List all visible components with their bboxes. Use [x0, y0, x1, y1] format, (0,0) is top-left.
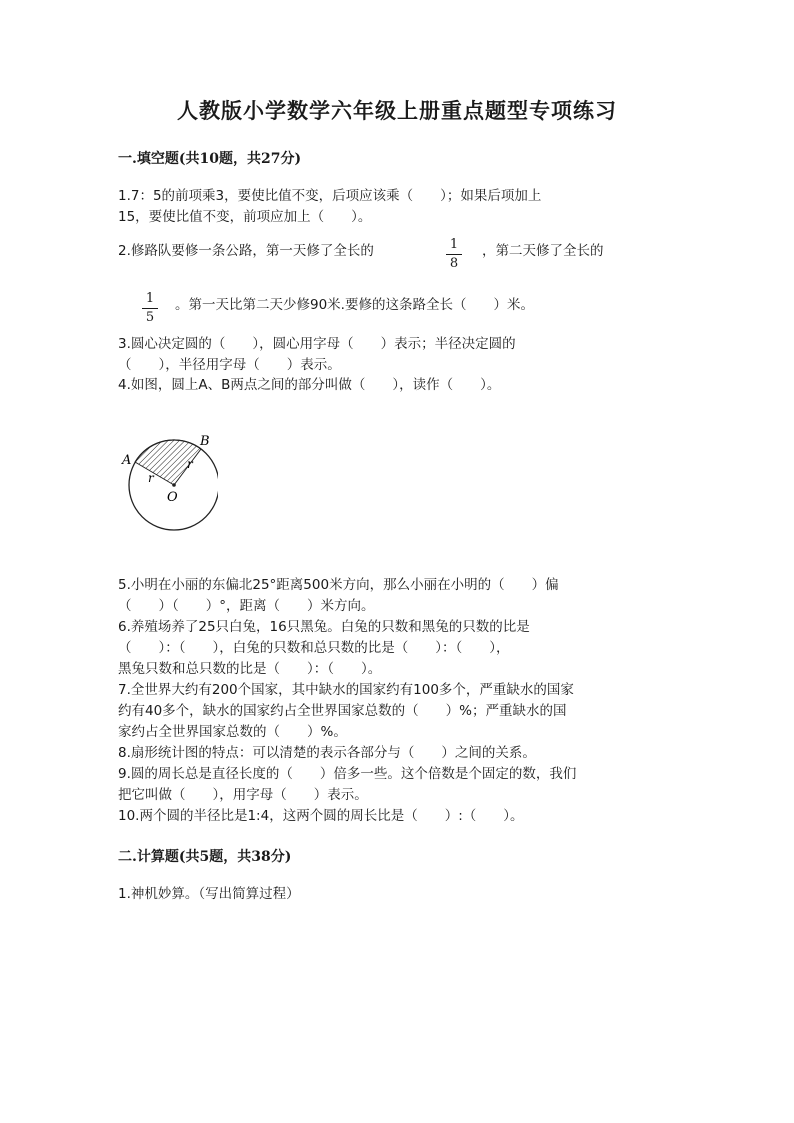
fraction-numerator: 1 — [449, 237, 459, 252]
circle-diagram — [118, 428, 218, 538]
question-7-line-2: 约有40多个，缺水的国家约占全世界国家总数的（ ）%；严重缺水的国 — [118, 703, 567, 719]
fraction-bar — [446, 254, 462, 255]
question-9-line-1: 9.圆的周长总是直径长度的（ ）倍多一些。这个倍数是个固定的数，我们 — [118, 766, 577, 782]
question-7-line-1: 7.全世界大约有200个国家，其中缺水的国家约有100多个，严重缺水的国家 — [118, 682, 574, 698]
question-6-line-3: 黑兔只数和总只数的比是（ ）：（ ）。 — [118, 661, 382, 677]
question-1-line-1: 1.7：5的前项乘3，要使比值不变，后项应该乘（ ）；如果后项加上 — [118, 188, 542, 204]
question-7-line-3: 家约占全世界国家总数的（ ）%。 — [118, 724, 347, 740]
section-heading-fill-in: 一.填空题(共10题，共27分) — [118, 151, 302, 167]
section-heading-calculation: 二.计算题(共5题，共38分) — [118, 849, 292, 865]
question-3-line-2: （ ），半径用字母（ ）表示。 — [118, 357, 341, 373]
question-2-text-b: ，第二天修了全长的 — [482, 243, 604, 259]
fraction-one-fifth — [142, 291, 158, 326]
circle-sector-figure — [118, 428, 218, 538]
fraction-denominator: 8 — [449, 256, 459, 271]
fraction-one-eighth — [446, 237, 462, 272]
question-4-line-1: 4.如图，圆上A、B两点之间的部分叫做（ ），读作（ ）。 — [118, 377, 501, 393]
fraction-denominator: 5 — [145, 310, 155, 325]
question-5-line-1: 5.小明在小丽的东偏北25°距离500米方向，那么小丽在小明的（ ）偏 — [118, 577, 559, 593]
calc-question-1: 1.神机妙算。（写出简算过程） — [118, 886, 300, 902]
center-point — [172, 483, 176, 487]
label-point-b: B — [200, 434, 210, 449]
label-radius-2: r — [187, 457, 193, 471]
question-2-text-a: 2.修路队要修一条公路，第一天修了全长的 — [118, 243, 374, 259]
label-radius-1: r — [148, 471, 154, 485]
fraction-numerator: 1 — [145, 291, 155, 306]
page-title: 人教版小学数学六年级上册重点题型专项练习 — [177, 98, 617, 123]
label-center-o: O — [167, 490, 178, 505]
question-5-line-2: （ ）（ ）°，距离（ ）米方向。 — [118, 598, 375, 614]
question-9-line-2: 把它叫做（ ），用字母（ ）表示。 — [118, 787, 368, 803]
question-10-line-1: 10.两个圆的半径比是1:4，这两个圆的周长比是（ ）:（ ）。 — [118, 808, 524, 824]
question-6-line-2: （ ）：（ ），白兔的只数和总只数的比是（ ）：（ ）， — [118, 640, 510, 656]
question-6-line-1: 6.养殖场养了25只白兔，16只黑兔。白兔的只数和黑兔的只数的比是 — [118, 619, 530, 635]
question-8-line-1: 8.扇形统计图的特点：可以清楚的表示各部分与（ ）之间的关系。 — [118, 745, 536, 761]
question-2-text-c: 。第一天比第二天少修90米.要修的这条路全长（ ）米。 — [175, 297, 534, 313]
fraction-bar — [142, 308, 158, 309]
question-3-line-1: 3.圆心决定圆的（ ），圆心用字母（ ）表示；半径决定圆的 — [118, 336, 516, 352]
label-point-a: A — [122, 453, 132, 468]
question-1-line-2: 15，要使比值不变，前项应加上（ ）。 — [118, 209, 372, 225]
